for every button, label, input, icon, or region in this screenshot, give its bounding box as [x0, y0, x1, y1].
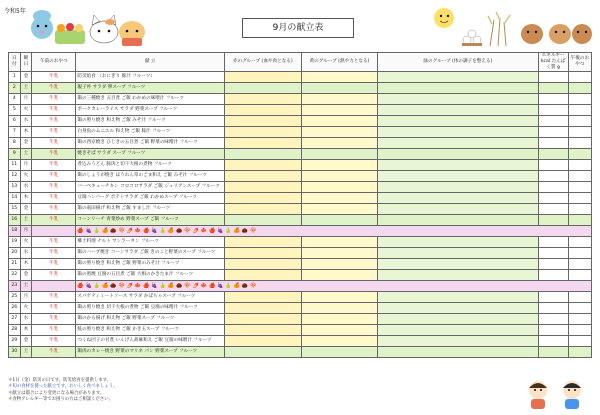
cell-yellow-group: [301, 336, 378, 347]
cell-day: 14: [9, 193, 21, 204]
cell-menu: スパゲティミートソース サラダ かぼちゃスープ フルーツ: [76, 292, 225, 303]
cell-pm-snack: [568, 270, 591, 281]
cell-yellow-group: [301, 160, 378, 171]
cell-snack: 牛乳: [32, 149, 76, 160]
cell-energy: [538, 127, 568, 138]
cell-yellow-group: [301, 237, 378, 248]
table-row: [9, 83, 592, 94]
header-snack: 午前のおやつ: [32, 53, 76, 72]
cell-pm-snack: [568, 72, 591, 83]
cell-energy: [538, 270, 568, 281]
cell-weekday: 木: [20, 193, 32, 204]
cell-snack: 牛乳: [32, 303, 76, 314]
cell-pm-snack: [568, 182, 591, 193]
cell-green-group: [378, 72, 538, 83]
cell-snack: 牛乳: [32, 127, 76, 138]
note-line: ＊旬の食材を使った献立です。おいしく食べましょう。: [8, 384, 118, 390]
header-day: 日付: [9, 53, 21, 72]
cell-menu: 豆腐ハンバーグ ポテトサラダ ご飯 わかめスープ フルーツ: [76, 193, 225, 204]
cell-energy: [538, 237, 568, 248]
cell-red-group: [224, 171, 301, 182]
cell-energy: [538, 94, 568, 105]
cell-energy: [538, 182, 568, 193]
cell-yellow-group: [301, 347, 378, 358]
table-row: [9, 160, 592, 171]
cell-snack: 牛乳: [32, 325, 76, 336]
fruit-decoration-row: 🍎🍇🍐🍊🌰🍄🍠🍁🍎🍇🍐🍊🌰🍄🍠🍁🍎🍇🍐🍊🌰🍄: [77, 228, 259, 234]
cell-day: 20: [9, 248, 21, 259]
cell-snack: 牛乳: [32, 116, 76, 127]
cell-yellow-group: [301, 171, 378, 182]
cell-weekday: 月: [20, 160, 32, 171]
cell-red-group: [224, 325, 301, 336]
cell-yellow-group: [301, 248, 378, 259]
cell-weekday: 金: [20, 72, 32, 83]
cell-green-group: [378, 182, 538, 193]
header-menu: 献 立: [76, 53, 225, 72]
cell-snack: 牛乳: [32, 314, 76, 325]
cell-yellow-group: [301, 127, 378, 138]
holiday-decoration: [76, 281, 592, 292]
cell-red-group: [224, 303, 301, 314]
cell-energy: [538, 105, 568, 116]
cell-pm-snack: [568, 116, 591, 127]
cell-day: 2: [9, 83, 21, 94]
cell-green-group: [378, 94, 538, 105]
header-red-group: 赤のグループ (血や肉となる): [224, 53, 301, 72]
cell-weekday: 木: [20, 325, 32, 336]
cell-energy: [538, 171, 568, 182]
cell-pm-snack: [568, 127, 591, 138]
cell-snack: 牛乳: [32, 237, 76, 248]
cell-day: 11: [9, 160, 21, 171]
cell-energy: [538, 325, 568, 336]
cell-green-group: [378, 127, 538, 138]
cell-menu: 鶏の照焼 豆腐の五目煮 ご飯 大根のかきたま汁 フルーツ: [76, 270, 225, 281]
cell-menu: 煮込みうどん 豚肉と切干大根の煮物 フルーツ: [76, 160, 225, 171]
cell-day: 15: [9, 204, 21, 215]
cell-red-group: [224, 116, 301, 127]
cell-day: 23: [9, 281, 21, 292]
cell-yellow-group: [301, 138, 378, 149]
cell-weekday: 金: [20, 336, 32, 347]
cell-menu: 鶏のから揚げ 和え物 ご飯 野菜スープ フルーツ: [76, 314, 225, 325]
cell-yellow-group: [301, 149, 378, 160]
cell-menu: 焼きそば サラダ スープ フルーツ: [76, 149, 225, 160]
note-line: ＊献立は都合により変更になる場合があります。: [8, 390, 105, 396]
cell-menu: つくね団子の甘煮 いんげん胡麻和え ご飯 豆腐の味噌汁 フルーツ: [76, 336, 225, 347]
table-row: [9, 138, 592, 149]
table-row: [9, 171, 592, 182]
table-row: [9, 215, 592, 226]
cell-green-group: [378, 314, 538, 325]
cell-day: 18: [9, 226, 21, 237]
cell-green-group: [378, 83, 538, 94]
cell-energy: [538, 292, 568, 303]
header-pm-snack: 午後のおやつ: [568, 53, 591, 72]
cell-snack: 牛乳: [32, 204, 76, 215]
cell-green-group: [378, 116, 538, 127]
cell-pm-snack: [568, 149, 591, 160]
cell-green-group: [378, 138, 538, 149]
moon-viewing-illustration: [420, 6, 595, 48]
cell-day: 7: [9, 127, 21, 138]
cell-pm-snack: [568, 171, 591, 182]
table-row: [9, 105, 592, 116]
cell-red-group: [224, 105, 301, 116]
cell-menu: バーベキューチキン コロコロサラダ ご飯 ジュリアンスープ フルーツ: [76, 182, 225, 193]
cell-snack: 牛乳: [32, 83, 76, 94]
cell-pm-snack: [568, 138, 591, 149]
table-row: [9, 94, 592, 105]
cell-menu: 鶏の照り焼き 和え物 ご飯 野菜のみそ汁 フルーツ: [76, 259, 225, 270]
cell-day: 4: [9, 94, 21, 105]
cell-snack: 牛乳: [32, 336, 76, 347]
table-row: [9, 281, 592, 292]
cell-yellow-group: [301, 72, 378, 83]
cell-weekday: 火: [20, 105, 32, 116]
cell-yellow-group: [301, 105, 378, 116]
cell-weekday: 金: [20, 270, 32, 281]
cell-menu: 白身魚のムニエル 和え物 ご飯 豚汁 フルーツ: [76, 127, 225, 138]
header-yellow-group: 黄のグループ (熱や力となる): [301, 53, 378, 72]
cell-menu: 防災給食 （おにぎり 豚汁 フルーツ）: [76, 72, 225, 83]
cell-menu: 鮭の照り焼き 和え物 ご飯 かき玉スープ フルーツ: [76, 325, 225, 336]
cell-pm-snack: [568, 303, 591, 314]
table-header-row: [9, 53, 592, 72]
cell-red-group: [224, 204, 301, 215]
cell-day: 12: [9, 171, 21, 182]
cell-snack: 牛乳: [32, 94, 76, 105]
table-row: [9, 182, 592, 193]
cell-menu: 鶏の竜田揚げ 和え物 ご飯 すまし汁 フルーツ: [76, 204, 225, 215]
cell-energy: [538, 193, 568, 204]
cell-pm-snack: [568, 248, 591, 259]
animal-characters-illustration: [30, 6, 150, 48]
cell-snack: [32, 226, 76, 237]
table-row: [9, 248, 592, 259]
cell-pm-snack: [568, 259, 591, 270]
cell-energy: [538, 83, 568, 94]
cell-weekday: 水: [20, 248, 32, 259]
cell-energy: [538, 160, 568, 171]
cell-green-group: [378, 347, 538, 358]
cell-menu: 郷土料理 ナルト サンラータン フルーツ: [76, 237, 225, 248]
cell-snack: 牛乳: [32, 292, 76, 303]
cell-green-group: [378, 248, 538, 259]
cell-green-group: [378, 160, 538, 171]
table-row: [9, 303, 592, 314]
cell-snack: 牛乳: [32, 270, 76, 281]
cell-green-group: [378, 259, 538, 270]
cell-weekday: 月: [20, 226, 32, 237]
notes-section: [8, 378, 438, 403]
cell-weekday: 火: [20, 237, 32, 248]
cell-green-group: [378, 292, 538, 303]
cell-yellow-group: [301, 270, 378, 281]
cell-pm-snack: [568, 347, 591, 358]
cell-snack: [32, 281, 76, 292]
cell-energy: [538, 204, 568, 215]
cell-energy: [538, 303, 568, 314]
cell-red-group: [224, 215, 301, 226]
cell-weekday: 金: [20, 138, 32, 149]
table-row: [9, 193, 592, 204]
era-label: 令和5年: [4, 8, 26, 15]
cell-snack: 牛乳: [32, 248, 76, 259]
cell-day: 13: [9, 182, 21, 193]
table-row: [9, 314, 592, 325]
cell-menu: コーンリーチ 青菜炒め 野菜スープ ご飯 フルーツ: [76, 215, 225, 226]
note-line: ＊食物アレルギー等でお困りの方はご相談ください。: [8, 396, 114, 402]
cell-day: 6: [9, 116, 21, 127]
cell-weekday: 月: [20, 292, 32, 303]
cell-snack: 牛乳: [32, 171, 76, 182]
cell-energy: [538, 336, 568, 347]
table-row: [9, 292, 592, 303]
cell-snack: 牛乳: [32, 215, 76, 226]
header-green-group: 緑のグループ (体の調子を整える): [378, 53, 538, 72]
cell-weekday: 火: [20, 171, 32, 182]
cell-energy: [538, 314, 568, 325]
cell-pm-snack: [568, 94, 591, 105]
cell-green-group: [378, 325, 538, 336]
cell-pm-snack: [568, 314, 591, 325]
cell-green-group: [378, 303, 538, 314]
cell-pm-snack: [568, 292, 591, 303]
cell-green-group: [378, 149, 538, 160]
cell-pm-snack: [568, 215, 591, 226]
table-row: [9, 259, 592, 270]
table-row: [9, 149, 592, 160]
header-energy: エネルギー kcal たんぱく質 g: [538, 53, 568, 72]
page-title: 9月の献立表: [242, 18, 354, 38]
cell-energy: [538, 116, 568, 127]
table-row: [9, 237, 592, 248]
cell-yellow-group: [301, 292, 378, 303]
cell-weekday: 土: [20, 83, 32, 94]
cell-pm-snack: [568, 160, 591, 171]
cell-red-group: [224, 237, 301, 248]
table-row: [9, 204, 592, 215]
cell-yellow-group: [301, 204, 378, 215]
table-row: [9, 325, 592, 336]
cell-menu: ポークカレーライス サラダ 野菜スープ フルーツ: [76, 105, 225, 116]
cell-energy: [538, 72, 568, 83]
cell-green-group: [378, 270, 538, 281]
cell-green-group: [378, 215, 538, 226]
cell-energy: [538, 215, 568, 226]
cell-day: 9: [9, 149, 21, 160]
cell-yellow-group: [301, 259, 378, 270]
cell-day: 27: [9, 314, 21, 325]
cell-menu: 鶏のしょうが焼き ほうれん草のごま和え ご飯 みそ汁 フルーツ: [76, 171, 225, 182]
table-row: [9, 226, 592, 237]
cell-snack: 牛乳: [32, 347, 76, 358]
cell-day: 28: [9, 325, 21, 336]
cell-green-group: [378, 105, 538, 116]
cell-green-group: [378, 171, 538, 182]
cell-menu: 親子丼 サラダ 卵スープ フルーツ: [76, 83, 225, 94]
cell-menu: 鶏の西京焼き ひじきの五目煮 ご飯 野菜の味噌汁 フルーツ: [76, 138, 225, 149]
cell-yellow-group: [301, 94, 378, 105]
cell-energy: [538, 149, 568, 160]
cell-green-group: [378, 193, 538, 204]
cell-weekday: 木: [20, 127, 32, 138]
cell-snack: 牛乳: [32, 72, 76, 83]
cell-yellow-group: [301, 193, 378, 204]
cell-energy: [538, 259, 568, 270]
cell-pm-snack: [568, 193, 591, 204]
table-row: [9, 127, 592, 138]
cell-pm-snack: [568, 237, 591, 248]
cell-weekday: 土: [20, 281, 32, 292]
cell-day: 25: [9, 292, 21, 303]
cell-snack: 牛乳: [32, 259, 76, 270]
table-row: [9, 336, 592, 347]
cell-red-group: [224, 193, 301, 204]
cell-red-group: [224, 182, 301, 193]
cell-day: 16: [9, 215, 21, 226]
cell-day: 26: [9, 303, 21, 314]
cell-green-group: [378, 204, 538, 215]
table-row: [9, 270, 592, 281]
cell-red-group: [224, 72, 301, 83]
cell-day: 19: [9, 237, 21, 248]
cell-energy: [538, 347, 568, 358]
cell-yellow-group: [301, 116, 378, 127]
cell-red-group: [224, 83, 301, 94]
table-row: [9, 116, 592, 127]
cell-snack: 牛乳: [32, 138, 76, 149]
cell-weekday: 水: [20, 116, 32, 127]
cell-menu: 鶏の照り焼き 和え物 ご飯 みそ汁 フルーツ: [76, 116, 225, 127]
children-illustration: [520, 378, 594, 410]
menu-table: [8, 52, 592, 358]
cell-yellow-group: [301, 303, 378, 314]
cell-day: 8: [9, 138, 21, 149]
note-line: ＊1日（金）防災の日です。防災給食を提供します。: [8, 378, 112, 383]
cell-day: 29: [9, 336, 21, 347]
cell-snack: 牛乳: [32, 105, 76, 116]
cell-weekday: 木: [20, 259, 32, 270]
cell-yellow-group: [301, 325, 378, 336]
cell-yellow-group: [301, 182, 378, 193]
cell-red-group: [224, 149, 301, 160]
table-row: [9, 347, 592, 358]
cell-yellow-group: [301, 314, 378, 325]
fruit-decoration-row: 🍎🍇🍐🍊🌰🍄🍠🍁🍎🍇🍐🍊🌰🍄🍠🍁🍎🍇🍐🍊🌰🍄: [77, 283, 259, 289]
cell-energy: [538, 138, 568, 149]
header-weekday: 曜日: [20, 53, 32, 72]
cell-weekday: 水: [20, 314, 32, 325]
cell-red-group: [224, 347, 301, 358]
cell-weekday: 月: [20, 94, 32, 105]
cell-day: 1: [9, 72, 21, 83]
cell-red-group: [224, 336, 301, 347]
cell-weekday: 水: [20, 182, 32, 193]
cell-snack: 牛乳: [32, 182, 76, 193]
cell-weekday: 土: [20, 347, 32, 358]
cell-weekday: 土: [20, 215, 32, 226]
cell-day: 30: [9, 347, 21, 358]
holiday-decoration: [76, 226, 592, 237]
cell-red-group: [224, 248, 301, 259]
cell-pm-snack: [568, 325, 591, 336]
cell-red-group: [224, 138, 301, 149]
cell-day: 5: [9, 105, 21, 116]
cell-red-group: [224, 127, 301, 138]
cell-menu: 鶏の照り焼き 切干大根の煮物 ご飯 豆腐の味噌汁 フルーツ: [76, 303, 225, 314]
cell-pm-snack: [568, 336, 591, 347]
cell-red-group: [224, 270, 301, 281]
cell-day: 21: [9, 259, 21, 270]
cell-menu: 鶏肉のカレー焼き 野菜のマリネ パン 野菜スープ フルーツ: [76, 347, 225, 358]
cell-red-group: [224, 259, 301, 270]
cell-energy: [538, 248, 568, 259]
cell-menu: 鶏の三種焼き 五目煮 ご飯 わかめの味噌汁 フルーツ: [76, 94, 225, 105]
table-row: [9, 72, 592, 83]
cell-yellow-group: [301, 83, 378, 94]
cell-green-group: [378, 237, 538, 248]
cell-menu: 鶏のハーブ焼き コーンサラダ ご飯 きのこと野菜のスープ フルーツ: [76, 248, 225, 259]
cell-day: 22: [9, 270, 21, 281]
cell-red-group: [224, 314, 301, 325]
cell-red-group: [224, 160, 301, 171]
cell-snack: 牛乳: [32, 160, 76, 171]
cell-yellow-group: [301, 215, 378, 226]
cell-pm-snack: [568, 83, 591, 94]
cell-weekday: 金: [20, 204, 32, 215]
cell-red-group: [224, 292, 301, 303]
cell-pm-snack: [568, 204, 591, 215]
cell-pm-snack: [568, 105, 591, 116]
cell-snack: 牛乳: [32, 193, 76, 204]
cell-red-group: [224, 94, 301, 105]
cell-green-group: [378, 336, 538, 347]
cell-weekday: 火: [20, 303, 32, 314]
cell-weekday: 土: [20, 149, 32, 160]
